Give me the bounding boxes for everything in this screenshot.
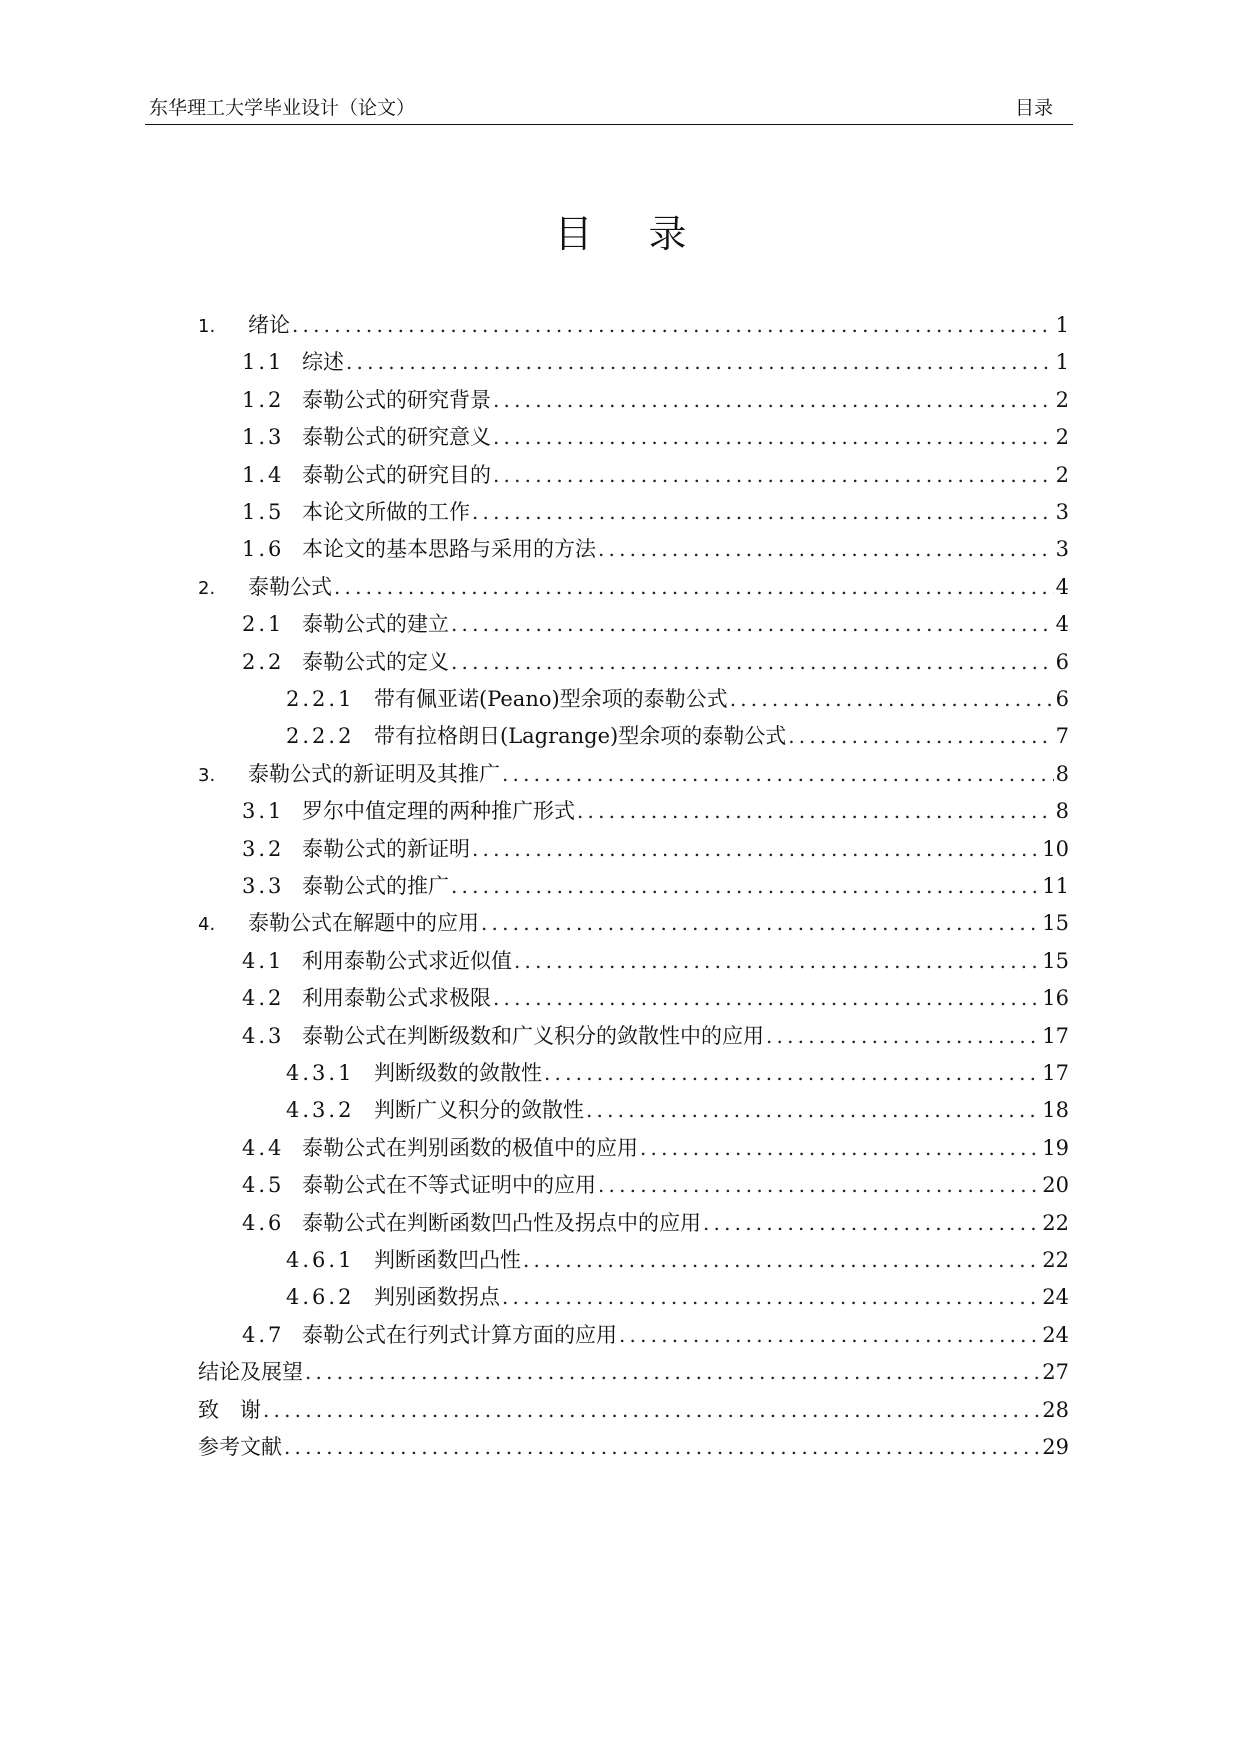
toc-entry-page-number: 24 bbox=[1042, 1285, 1069, 1310]
toc-entry-page-number: 1 bbox=[1055, 313, 1069, 337]
toc-entry[interactable] bbox=[198, 908, 1069, 938]
toc-entry-label: 泰勒公式 bbox=[248, 574, 332, 599]
toc-entry-label: 泰勒公式在不等式证明中的应用 bbox=[302, 1173, 596, 1198]
toc-entry-page-number: 3 bbox=[1055, 537, 1069, 562]
toc-entry-number: 1.1 bbox=[242, 350, 285, 375]
toc-entry-label: 绪论 bbox=[248, 313, 290, 337]
toc-dot-leader bbox=[451, 609, 1054, 639]
toc-entry-number: 3.2 bbox=[242, 836, 285, 861]
toc-dot-leader bbox=[502, 759, 1054, 789]
toc-entry-page-number: 15 bbox=[1042, 911, 1069, 936]
toc-entry-page-number: 18 bbox=[1042, 1098, 1069, 1123]
toc-entry-page-number: 17 bbox=[1042, 1023, 1069, 1048]
toc-entry-label: 泰勒公式的新证明 bbox=[302, 836, 470, 861]
toc-entry-label: 致 谢 bbox=[198, 1397, 261, 1422]
toc-entry[interactable] bbox=[198, 1432, 1069, 1462]
toc-entry-label: 利用泰勒公式求近似值 bbox=[302, 948, 512, 973]
toc-entry-number: 1. bbox=[198, 316, 216, 337]
toc-entry-number: 4.1 bbox=[242, 948, 285, 973]
toc-entry[interactable] bbox=[242, 534, 1069, 564]
toc-dot-leader bbox=[586, 1095, 1040, 1125]
toc-entry-number: 4.6.1 bbox=[286, 1248, 355, 1272]
toc-dot-leader bbox=[577, 796, 1054, 826]
toc-entry-page-number: 19 bbox=[1042, 1135, 1069, 1160]
toc-entry-label: 泰勒公式的研究目的 bbox=[302, 462, 491, 487]
toc-entry-page-number: 22 bbox=[1042, 1210, 1069, 1235]
toc-entry-page-number: 7 bbox=[1055, 724, 1069, 749]
toc-entry-number: 4.5 bbox=[242, 1173, 285, 1198]
toc-entry-label: 泰勒公式在判别函数的极值中的应用 bbox=[302, 1135, 638, 1160]
toc-entry-page-number: 22 bbox=[1042, 1248, 1069, 1272]
toc-entry-page-number: 16 bbox=[1042, 986, 1069, 1011]
toc-entry[interactable] bbox=[242, 1133, 1069, 1163]
toc-entry[interactable] bbox=[198, 572, 1069, 602]
toc-entry-page-number: 20 bbox=[1042, 1173, 1069, 1198]
toc-dot-leader bbox=[346, 347, 1054, 377]
toc-entry-number: 4.3.1 bbox=[286, 1061, 355, 1085]
toc-dot-leader bbox=[305, 1357, 1040, 1387]
toc-entry-label: 综述 bbox=[302, 350, 344, 375]
toc-dot-leader bbox=[598, 1170, 1040, 1200]
toc-entry-number: 3.3 bbox=[242, 874, 285, 898]
toc-entry-label: 泰勒公式的建立 bbox=[302, 612, 449, 637]
toc-entry[interactable] bbox=[242, 1021, 1069, 1051]
toc-dot-leader bbox=[703, 1208, 1040, 1238]
toc-entry-label: 泰勒公式的研究背景 bbox=[302, 387, 491, 412]
toc-entry-label: 判别函数拐点 bbox=[374, 1285, 500, 1310]
toc-entry[interactable] bbox=[242, 796, 1069, 826]
toc-dot-leader bbox=[788, 721, 1053, 751]
header-section: 目录 bbox=[1014, 97, 1053, 119]
toc-entry-label: 泰勒公式的推广 bbox=[302, 874, 449, 898]
toc-entry-label: 泰勒公式在判断函数凹凸性及拐点中的应用 bbox=[302, 1210, 701, 1235]
toc-entry-page-number: 6 bbox=[1055, 687, 1069, 711]
toc-entry[interactable] bbox=[242, 609, 1069, 639]
toc-entry[interactable] bbox=[242, 1320, 1069, 1350]
toc-entry[interactable] bbox=[286, 684, 1069, 714]
toc-dot-leader bbox=[766, 1021, 1040, 1051]
toc-entry[interactable] bbox=[286, 1058, 1069, 1088]
toc-entry-label: 参考文献 bbox=[198, 1435, 282, 1459]
toc-entry-number: 4.3.2 bbox=[286, 1098, 355, 1123]
toc-entry-number: 4.6 bbox=[242, 1210, 285, 1235]
toc-entry-page-number: 10 bbox=[1042, 836, 1069, 861]
toc-entry[interactable] bbox=[242, 871, 1069, 901]
header-institution: 东华理工大学毕业设计（论文） bbox=[149, 97, 416, 119]
toc-entry[interactable] bbox=[242, 983, 1069, 1013]
toc-entry-page-number: 4 bbox=[1055, 574, 1069, 599]
toc-entry[interactable] bbox=[242, 422, 1069, 452]
toc-entry-page-number: 8 bbox=[1055, 799, 1069, 824]
toc-entry-page-number: 2 bbox=[1055, 462, 1069, 487]
toc-dot-leader bbox=[472, 497, 1054, 527]
running-header bbox=[145, 94, 1073, 122]
toc-entry-number: 4.2 bbox=[242, 986, 285, 1011]
toc-dot-leader bbox=[451, 647, 1054, 677]
toc-entry[interactable] bbox=[242, 497, 1069, 527]
toc-dot-leader bbox=[493, 385, 1054, 415]
toc-entry[interactable] bbox=[286, 1245, 1069, 1275]
toc-entry-page-number: 3 bbox=[1055, 500, 1069, 524]
toc-entry-number: 1.6 bbox=[242, 537, 285, 562]
toc-entry-page-number: 4 bbox=[1055, 612, 1069, 637]
toc-entry-number: 3.1 bbox=[242, 799, 285, 824]
toc-entry-page-number: 6 bbox=[1055, 649, 1069, 674]
toc-entry-number: 2. bbox=[198, 577, 216, 599]
toc-entry-page-number: 17 bbox=[1042, 1061, 1069, 1085]
toc-dot-leader bbox=[619, 1320, 1040, 1350]
toc-dot-leader bbox=[493, 983, 1040, 1013]
toc-dot-leader bbox=[263, 1395, 1040, 1425]
toc-dot-leader bbox=[598, 534, 1054, 564]
toc-dot-leader bbox=[472, 834, 1040, 864]
toc-entry-number: 1.2 bbox=[242, 387, 285, 412]
toc-entry-page-number: 15 bbox=[1042, 948, 1069, 973]
toc-dot-leader bbox=[640, 1133, 1040, 1163]
toc-entry-label: 泰勒公式的新证明及其推广 bbox=[248, 761, 500, 786]
toc-entry-label: 判断函数凹凸性 bbox=[374, 1248, 521, 1272]
toc-entry-page-number: 24 bbox=[1042, 1322, 1069, 1347]
toc-entry-number: 3. bbox=[198, 764, 216, 786]
toc-entry-number: 2.2 bbox=[242, 649, 285, 674]
toc-entry-label: 泰勒公式的研究意义 bbox=[302, 425, 491, 450]
toc-entry[interactable] bbox=[242, 460, 1069, 490]
toc-entry-label: 判断广义积分的敛散性 bbox=[374, 1098, 584, 1123]
toc-dot-leader bbox=[544, 1058, 1040, 1088]
toc-entry[interactable] bbox=[198, 1357, 1069, 1387]
toc-dot-leader bbox=[514, 946, 1040, 976]
toc-dot-leader bbox=[493, 422, 1054, 452]
toc-entry-number: 1.4 bbox=[242, 462, 285, 487]
toc-dot-leader bbox=[502, 1282, 1040, 1312]
toc-entry-number: 4.3 bbox=[242, 1023, 285, 1048]
header-rule bbox=[145, 124, 1073, 125]
toc-entry[interactable] bbox=[286, 1095, 1069, 1125]
toc-entry-label: 结论及展望 bbox=[198, 1360, 303, 1385]
toc-entry-label: 利用泰勒公式求极限 bbox=[302, 986, 491, 1011]
toc-dot-leader bbox=[493, 460, 1054, 490]
toc-entry-page-number: 8 bbox=[1055, 761, 1069, 786]
toc-dot-leader bbox=[730, 684, 1054, 714]
toc-entry-number: 4. bbox=[198, 914, 216, 936]
toc-entry-label: 判断级数的敛散性 bbox=[374, 1061, 542, 1085]
toc-entry-label: 带有拉格朗日(Lagrange)型余项的泰勒公式 bbox=[374, 724, 787, 749]
page-title: 目录 bbox=[554, 212, 743, 256]
toc-entry-page-number: 29 bbox=[1042, 1435, 1069, 1459]
toc-entry-number: 4.4 bbox=[242, 1135, 285, 1160]
toc-dot-leader bbox=[284, 1432, 1040, 1462]
toc-entry[interactable] bbox=[286, 1282, 1069, 1312]
toc-entry-page-number: 1 bbox=[1055, 350, 1069, 375]
toc-entry[interactable] bbox=[198, 1395, 1069, 1425]
toc-entry-label: 本论文的基本思路与采用的方法 bbox=[302, 537, 596, 562]
toc-entry-page-number: 11 bbox=[1042, 874, 1069, 898]
toc-entry-label: 泰勒公式在行列式计算方面的应用 bbox=[302, 1322, 617, 1347]
toc-entry[interactable] bbox=[286, 721, 1069, 751]
toc-entry-number: 2.2.2 bbox=[286, 724, 355, 749]
toc-entry-number: 2.1 bbox=[242, 612, 285, 637]
toc-entry-number: 1.3 bbox=[242, 425, 285, 450]
toc-entry-page-number: 28 bbox=[1042, 1397, 1069, 1422]
toc-entry[interactable] bbox=[242, 385, 1069, 415]
toc-entry-label: 罗尔中值定理的两种推广形式 bbox=[302, 799, 575, 824]
toc-entry[interactable] bbox=[242, 1170, 1069, 1200]
toc-dot-leader bbox=[334, 572, 1054, 602]
toc-dot-leader bbox=[481, 908, 1040, 938]
toc-entry-number: 1.5 bbox=[242, 500, 285, 524]
toc-entry-number: 4.7 bbox=[242, 1322, 285, 1347]
toc-entry-label: 泰勒公式在解题中的应用 bbox=[248, 911, 479, 936]
toc-entry-number: 2.2.1 bbox=[286, 687, 355, 711]
toc-entry-page-number: 2 bbox=[1055, 425, 1069, 450]
toc-entry-page-number: 2 bbox=[1055, 387, 1069, 412]
toc-entry[interactable] bbox=[242, 647, 1069, 677]
toc-entry[interactable] bbox=[198, 310, 1069, 340]
toc-entry[interactable] bbox=[242, 1208, 1069, 1238]
toc-entry[interactable] bbox=[242, 946, 1069, 976]
toc-entry-label: 泰勒公式的定义 bbox=[302, 649, 449, 674]
toc-entry[interactable] bbox=[242, 834, 1069, 864]
toc-entry-page-number: 27 bbox=[1042, 1360, 1069, 1385]
toc-dot-leader bbox=[292, 310, 1054, 340]
toc-entry[interactable] bbox=[242, 347, 1069, 377]
toc-entry-label: 带有佩亚诺(Peano)型余项的泰勒公式 bbox=[374, 687, 728, 711]
toc-dot-leader bbox=[523, 1245, 1040, 1275]
toc-entry-label: 本论文所做的工作 bbox=[302, 500, 470, 524]
toc-entry[interactable] bbox=[198, 759, 1069, 789]
toc-dot-leader bbox=[451, 871, 1040, 901]
toc-entry-label: 泰勒公式在判断级数和广义积分的敛散性中的应用 bbox=[302, 1023, 764, 1048]
toc-entry-number: 4.6.2 bbox=[286, 1285, 355, 1310]
